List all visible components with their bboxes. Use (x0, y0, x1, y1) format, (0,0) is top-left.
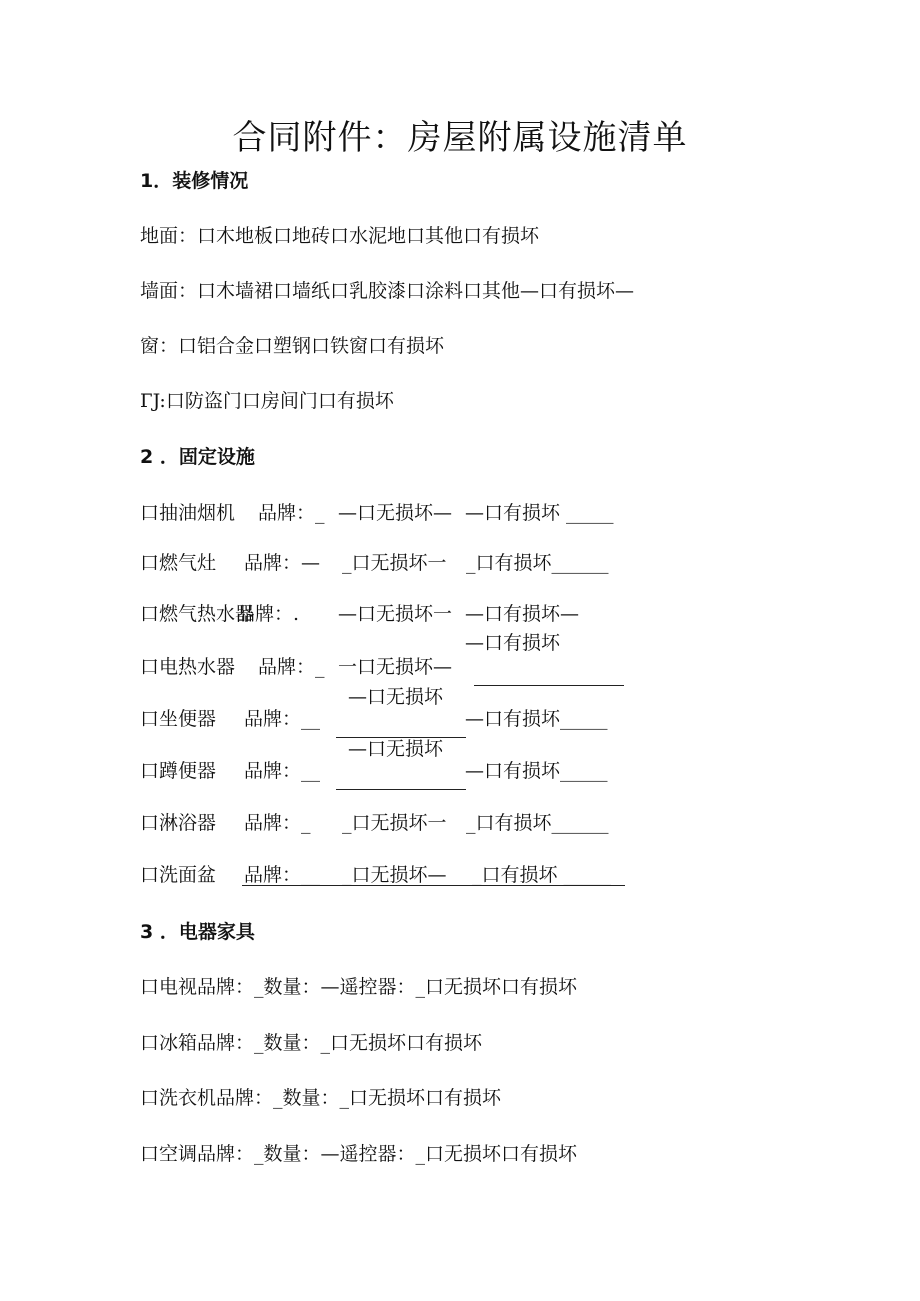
window-line: 窗：口铝合金口塑钢口铁窗口有损坏 (140, 335, 445, 357)
facility-brand: 品牌：_ (258, 656, 325, 678)
facility-no-damage: —口无损坏 (348, 686, 444, 708)
facility-brand: 品牌：__ (244, 708, 321, 730)
facility-name: 口淋浴器 (140, 812, 217, 834)
underline (336, 789, 466, 790)
facility-name: 口洗面盆 (140, 864, 217, 886)
underline (242, 885, 625, 886)
floor-line: 地面：口木地板口地砖口水泥地口其他口有损坏 (140, 225, 540, 247)
facility-name: 口电热水器 (140, 656, 236, 678)
appliance-line-tv: 口电视品牌：_数量：—遥控器：_口无损坏口有损坏 (140, 976, 578, 998)
facility-row-electric-water-heater (140, 632, 630, 686)
facility-brand: 品牌：. (236, 603, 300, 625)
facility-name: 口抽油烟机 (140, 502, 236, 524)
facility-no-damage: —口无损坏— (338, 502, 453, 524)
facility-name: 口坐便器 (140, 708, 217, 730)
facility-brand: 品牌：_ (258, 502, 325, 524)
section-heading-fixed-facilities: 2 ．固定设施 (140, 446, 255, 468)
facility-row-toilet (140, 686, 630, 738)
facility-name: 口蹲便器 (140, 760, 217, 782)
appliance-line-ac: 口空调品牌：_数量：—遥控器：_口无损坏口有损坏 (140, 1143, 578, 1165)
facility-brand: 品牌：__ (244, 760, 321, 782)
section-heading-decoration: 1．装修情况 (140, 170, 249, 192)
facility-brand: 品牌：_ (244, 812, 311, 834)
appliance-line-fridge: 口冰箱品牌：_数量：_口无损坏口有损坏 (140, 1032, 483, 1054)
facility-damaged: _口有损坏______ (466, 812, 609, 834)
facility-no-damage: _口无损坏— (342, 864, 447, 886)
page-title: 合同附件：房屋附属设施清单 (232, 118, 688, 158)
facility-row-washbasin (140, 860, 630, 894)
appliance-line-washer: 口洗衣机品牌：_数量：_口无损坏口有损坏 (140, 1087, 502, 1109)
facility-row-squat-toilet (140, 738, 630, 790)
facility-no-damage: _口无损坏一 (342, 812, 447, 834)
facility-damaged: —口有损坏 (465, 632, 561, 654)
facility-row-range-hood (140, 498, 630, 532)
facility-damaged: —口有损坏— (465, 603, 580, 625)
facility-no-damage: 一口无损坏— (338, 656, 453, 678)
facility-damaged: —口有损坏 _____ (465, 502, 614, 524)
facility-row-gas-stove (140, 548, 630, 582)
facility-no-damage: —口无损坏 (348, 738, 444, 760)
facility-row-shower (140, 808, 630, 842)
facility-name: 口燃气热水器 (140, 603, 255, 625)
section-heading-appliances: 3 ．电器家具 (140, 921, 255, 943)
facility-brand: 品牌：__ (244, 864, 321, 886)
facility-damaged: —口有损坏_____ (465, 708, 608, 730)
facility-name: 口燃气灶 (140, 552, 217, 574)
facility-no-damage: _口无损坏一 (342, 552, 447, 574)
facility-damaged: _口有损坏______ (466, 552, 609, 574)
facility-damaged: _口有损坏 _____ (472, 864, 612, 886)
facility-no-damage: —口无损坏一 (338, 603, 453, 625)
underline (474, 685, 624, 686)
door-line: ГJ:口防盗门口房间门口有损坏 (140, 390, 394, 412)
wall-line: 墙面：口木墙裙口墙纸口乳胶漆口涂料口其他—口有损坏— (140, 280, 635, 302)
facility-damaged: —口有损坏_____ (465, 760, 608, 782)
facility-brand: 品牌：— (244, 552, 321, 574)
